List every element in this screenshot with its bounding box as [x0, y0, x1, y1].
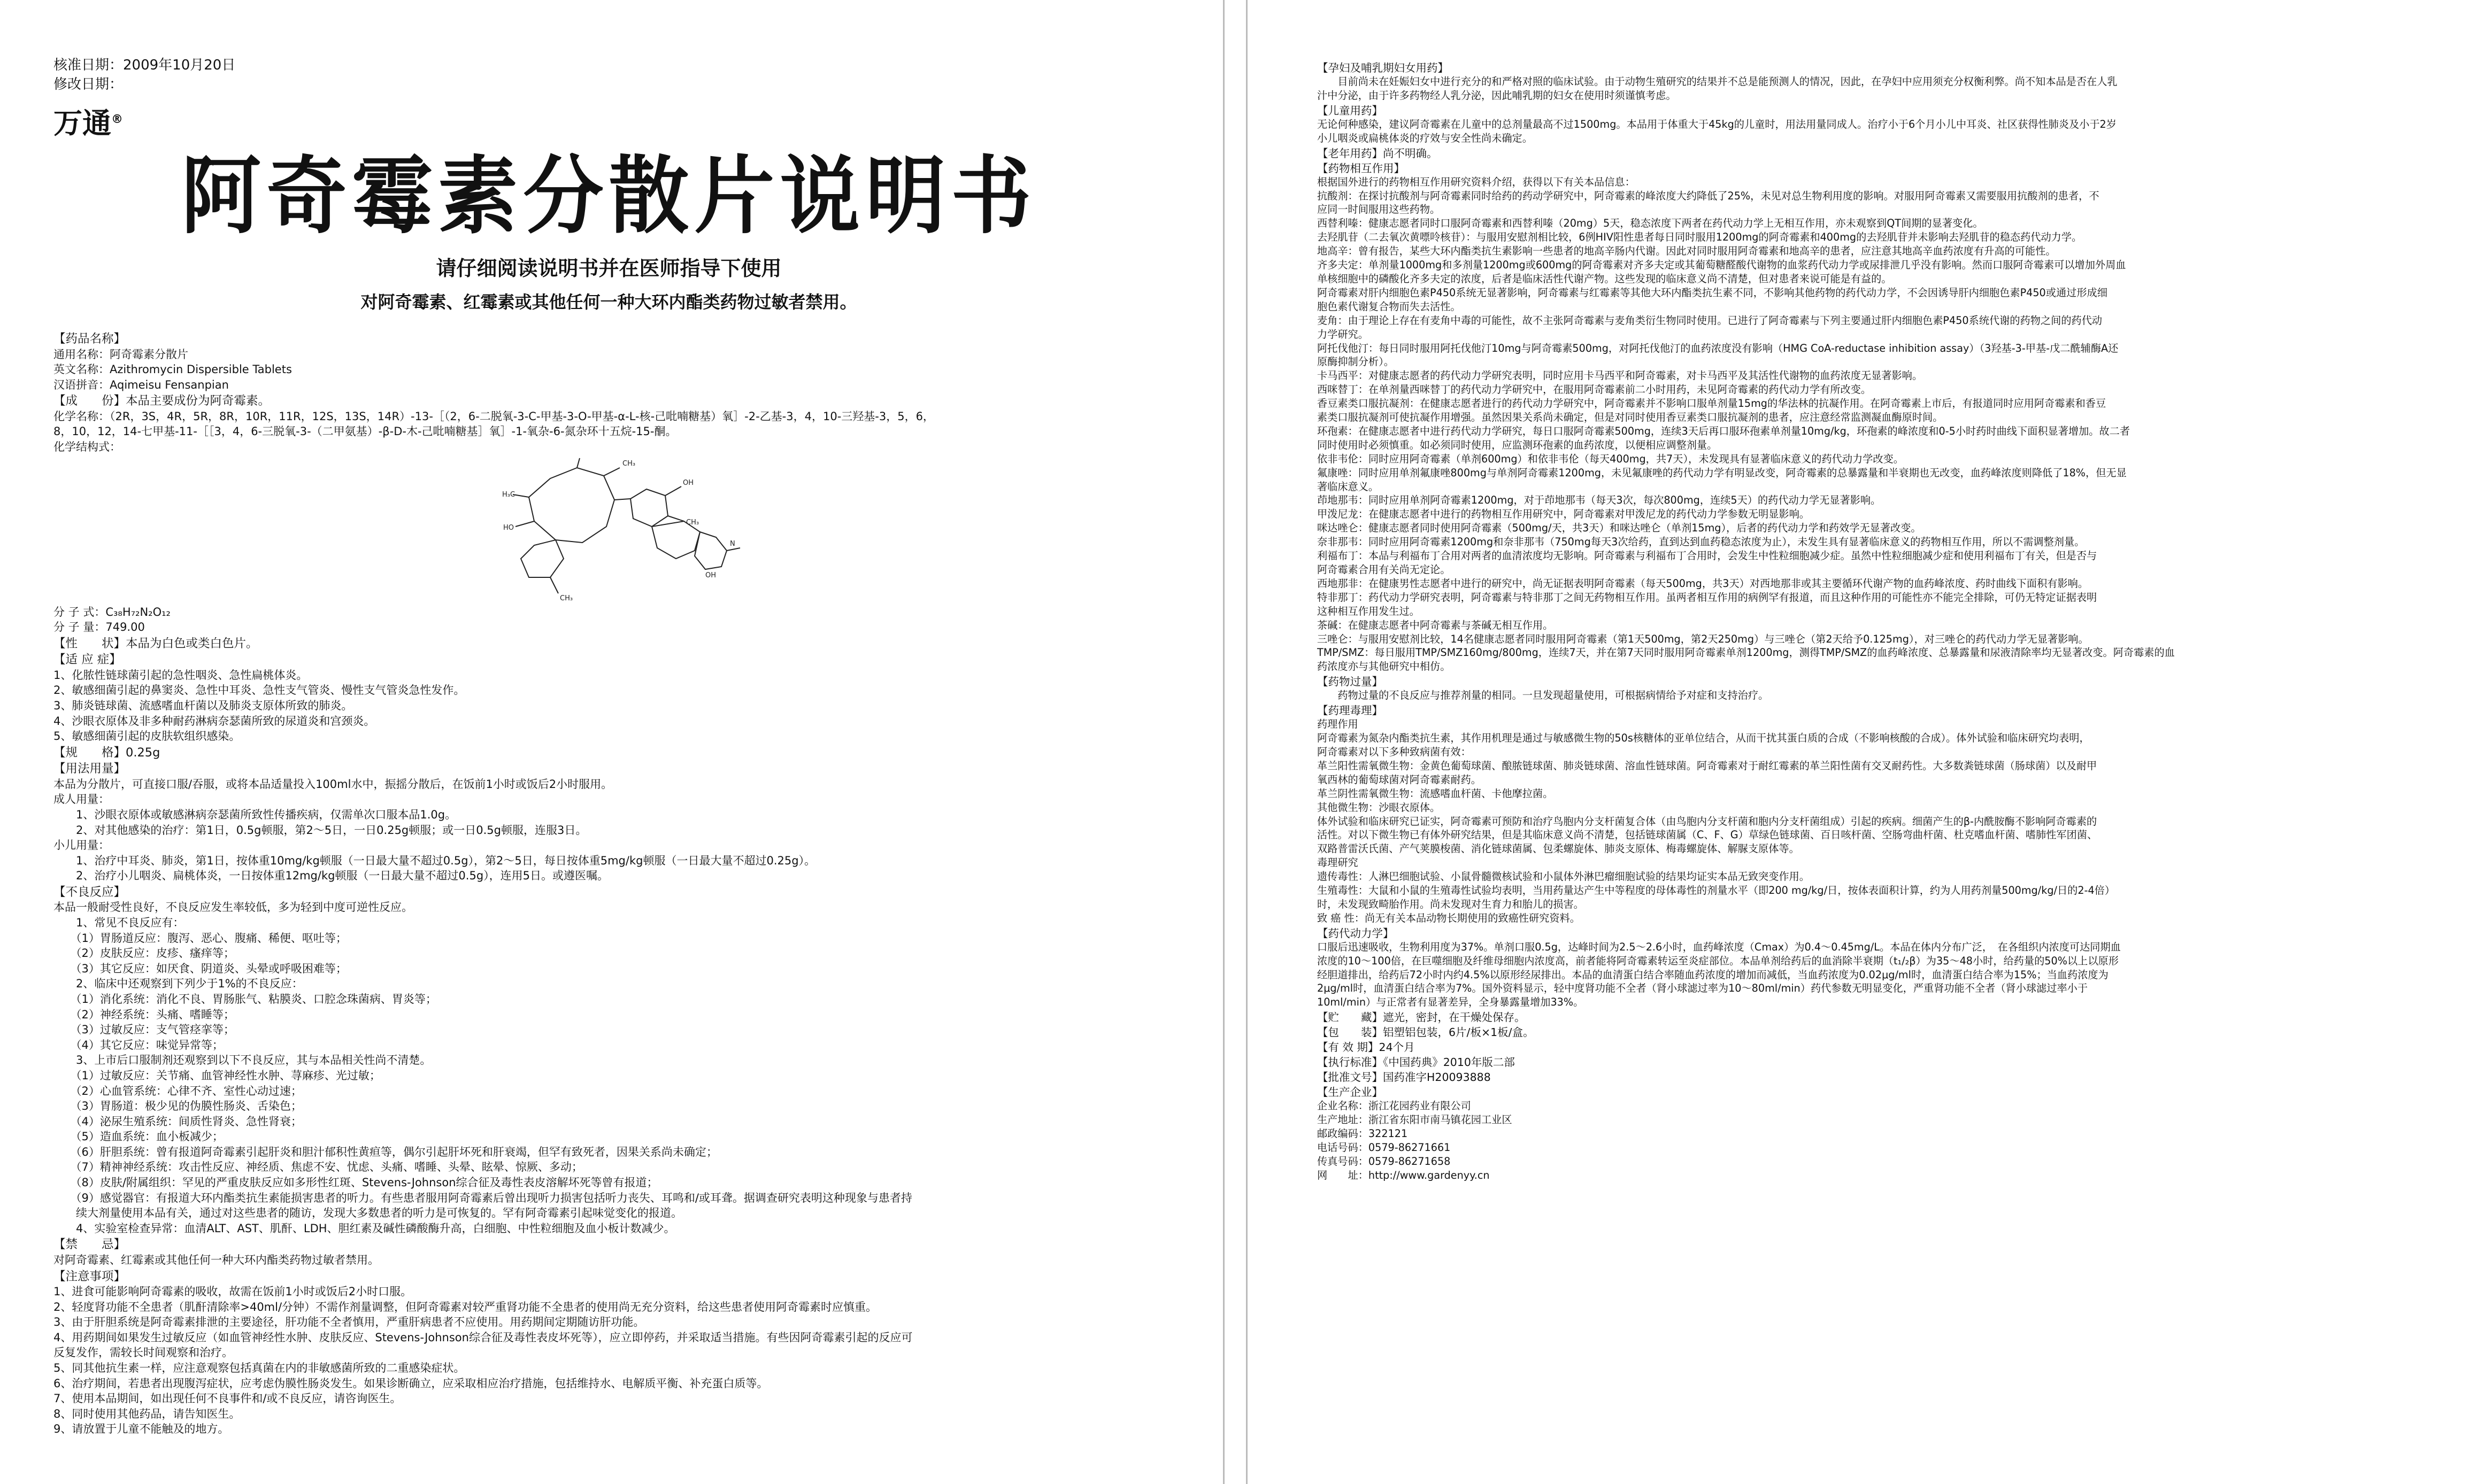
section-line: 去羟肌苷（二去氧次黄嘌呤核苷）：与服用安慰剂相比较，6例HIV阳性患者每日同时服用1200mg的阿奇霉素和400mg的去羟肌苷并未影响去羟肌苷的稳态药代动力学。	[1317, 231, 2082, 244]
right-sections	[1317, 61, 2444, 1182]
section-line: 本品为分散片，可直接口服/吞服，或将本品适量投入100ml水中，振摇分散后，在饭前1小时或饭后2小时服用。	[53, 777, 613, 791]
section-heading: 【包 装】铝塑铝包装，6片/板×1板/盒。	[1317, 1026, 1534, 1039]
leaflet-section	[53, 1269, 1164, 1437]
leaflet-section	[53, 636, 1164, 652]
section-line: 分 子 式：C₃₈H₇₂N₂O₁₂	[53, 605, 171, 619]
leaflet-section	[53, 885, 1164, 1236]
section-line: 2、轻度肾功能不全患者（肌酐清除率>40ml/分钟）不需作剂量调整，但阿奇霉素对较严重肾功能不全患者的使用尚无充分资料，给这些患者使用阿奇霉素时应慎重。	[53, 1300, 878, 1313]
section-line: （5）造血系统：血小板减少；	[53, 1130, 224, 1143]
brand-name: 万通	[53, 106, 111, 140]
section-heading: 【药理毒理】	[1317, 704, 1383, 717]
left-sections-b	[53, 605, 1164, 1437]
instruction-subtitle: 请仔细阅读说明书并在医师指导下使用	[436, 257, 782, 280]
section-line: （6）肝胆系统：曾有报道阿奇霉素引起肝炎和胆汁郁积性黄疸等，偶尔引起肝坏死和肝衰竭，但罕有致死者，因果关系尚未确定；	[53, 1145, 718, 1158]
section-heading: 【执行标准】《中国药典》2010年版二部	[1317, 1056, 1515, 1069]
section-line: 革兰阳性需氧微生物：金黄色葡萄球菌、酿脓链球菌、肺炎链球菌、溶血性链球菌。阿奇霉素对于耐红霉素的革兰阳性菌有交叉耐药性。大多数粪链球菌（肠球菌）以及耐甲	[1317, 759, 2097, 772]
section-line: 致 癌 性：尚无有关本品动物长期使用的致癌性研究资料。	[1317, 911, 1580, 924]
section-line: 生产地址：浙江省东阳市南马镇花园工业区	[1317, 1114, 1512, 1126]
section-line: 传真号码：0579-86271658	[1317, 1155, 1451, 1168]
section-line: 2、对其他感染的治疗：第1日，0.5g顿服，第2～5日，一日0.25g顿服；或一日0.5g顿服，连服3日。	[53, 823, 587, 837]
leaflet-section	[1317, 1055, 2444, 1069]
section-line: 氟康唑：同时应用单剂氟康唑800mg与单剂阿奇霉素1200mg，未见氟康唑的药代动力学有明显改变，阿奇霉素的总暴露量和半衰期也无改变，血药峰浓度则降低了18%，但无显	[1317, 466, 2127, 479]
leaflet-section	[1317, 675, 2444, 702]
section-line: 网 址：http://www.gardenyy.cn	[1317, 1169, 1490, 1181]
document-title: 阿奇霉素分散片说明书	[181, 146, 1037, 246]
section-line: 1、进食可能影响阿奇霉素的吸收，故需在饭前1小时或饭后2小时口服。	[53, 1285, 412, 1299]
section-line: （1）胃肠道反应：腹泻、恶心、腹痛、稀便、呕吐等；	[53, 931, 347, 945]
section-line: 汉语拼音：Aqimeisu Fensanpian	[53, 378, 229, 391]
section-line: 原酶抑制分析）。	[1317, 355, 1394, 368]
section-line: 1、沙眼衣原体或敏感淋病奈瑟菌所致性传播疾病，仅需单次口服本品1.0g。	[53, 808, 457, 821]
section-line: 9、请放置于儿童不能触及的地方。	[53, 1423, 229, 1436]
section-line: 同时使用时必须慎重。如必须同时使用，应监测环孢素的血药浓度，以便相应调整剂量。	[1317, 438, 1718, 451]
leaflet-section	[1317, 704, 2444, 925]
section-line: 2、敏感细菌引起的鼻窦炎、急性中耳炎、急性支气管炎、慢性支气管炎急性发作。	[53, 684, 465, 697]
section-heading: 【成 份】本品主要成份为阿奇霉素。	[53, 394, 271, 408]
section-heading: 【禁 忌】	[53, 1238, 126, 1252]
section-line: 反复发作，需较长时间观察和治疗。	[53, 1346, 233, 1359]
section-line: 2μg/ml时，血清蛋白结合率为7%。国外资料显示，轻中度肾功能不全者（肾小球滤过率为10～80ml/min）药代参数无明显变化，严重肾功能不全者（肾小球滤过率小于	[1317, 982, 2088, 995]
section-line: 时，未发现致畸胎作用。尚未发现对生育力和胎儿的损害。	[1317, 898, 1584, 910]
section-line: 无论何种感染，建议阿奇霉素在儿童中的总剂量最高不过1500mg。本品用于体重大于45kg的儿童时，用法用量同成人。治疗小于6个月小儿中耳炎、社区获得性肺炎及小于2岁	[1317, 118, 2117, 130]
section-line: （3）过敏反应：支气管痉挛等；	[53, 1023, 235, 1037]
section-line: 3、肺炎链球菌、流感嗜血杆菌以及肺炎支原体所致的肺炎。	[53, 699, 353, 712]
section-line: 甲泼尼龙：在健康志愿者中进行的药物相互作用研究中，阿奇霉素对甲泼尼龙的药代动力学参数无明显影响。	[1317, 508, 1810, 521]
section-line: （9）感觉器官：有报道大环内酯类抗生素能损害患者的听力。有些患者服用阿奇霉素后曾出现听力损害包括听力丧失、耳鸣和/或耳聋。据调查研究表明这种现象与患者持	[53, 1191, 912, 1204]
section-heading: 【药品名称】	[53, 332, 126, 346]
section-line: （3）胃肠道：极少见的伪膜性肠炎、舌染色；	[53, 1100, 302, 1113]
section-line: 生殖毒性：大鼠和小鼠的生殖毒性试验均表明，当用药量达产生中等程度的母体毒性的剂量水平（即200 mg/kg/日，按体表面积计算，约为人用药剂量500mg/kg/日的2-4倍）	[1317, 884, 2115, 897]
chemical-structure	[53, 457, 1164, 601]
section-line: 香豆素类口服抗凝剂：在健康志愿者进行的药代动力学研究中，阿奇霉素并不影响口服单剂量15mg的华法林的抗凝作用。在阿奇霉素上市后，有报道同时应用阿奇霉素和香豆	[1317, 397, 2106, 410]
section-line: 5、同其他抗生素一样，应注意观察包括真菌在内的非敏感菌所致的二重感染症状。	[53, 1362, 465, 1374]
approval-date: 核准日期：2009年10月20日	[53, 57, 236, 73]
section-heading: 【有 效 期】24个月	[1317, 1041, 1415, 1054]
section-line: （3）其它反应：如厌食、阴道炎、头晕或呼吸困难等；	[53, 962, 347, 975]
section-line: 阿奇霉素合用有关尚无定论。	[1317, 563, 1451, 576]
section-line: 单核细胞中的磷酸化齐多夫定的浓度，后者是临床活性代谢产物。这些发现的临床意义尚不清楚，但对患者来说可能是有益的。	[1317, 272, 1892, 285]
svg-text:OH: OH	[682, 478, 694, 487]
section-line: （4）泌尿生殖系统：间质性肾炎、急性肾衰；	[53, 1115, 302, 1128]
section-line: 胞色素代谢复合物而失去活性。	[1317, 300, 1461, 313]
section-line: 4、用药期间如果发生过敏反应（如血管神经性水肿、皮肤反应、Stevens-Johnson综合征及毒性表皮坏死等），应立即停药，并采取适当措施。有些因阿奇霉素引起的反应可	[53, 1331, 913, 1344]
section-line: 利福布丁：本品与利福布丁合用对两者的血清浓度均无影响。阿奇霉素与利福布丁合用时，会发生中性粒细胞减少症。虽然中性粒细胞减少症和使用利福布丁有关，但是否与	[1317, 550, 2097, 562]
section-line: 依非韦伦：同时应用阿奇霉素（单剂600mg）和依非韦伦（每天400mg，共7天），未发现具有显著临床意义的药代动力学改变。	[1317, 452, 1904, 465]
section-line: 抗酸剂：在探讨抗酸剂与阿奇霉素同时给药的药动学研究中，阿奇霉素的峰浓度大约降低了25%，未见对总生物利用度的影响。对服用阿奇霉素又需要服用抗酸剂的患者，不	[1317, 189, 2099, 202]
leaflet-section	[1317, 1085, 2444, 1182]
revision-date: 修改日期：	[53, 76, 124, 92]
section-line: 小儿咽炎或扁桃体炎的疗效与安全性尚未确定。	[1317, 132, 1533, 144]
section-line: （4）其它反应：味觉异常等；	[53, 1038, 224, 1052]
section-line: 2、治疗小儿咽炎、扁桃体炎，一日按体重12mg/kg顿服（一日最大量不超过0.5g），连用5日。或遵医嘱。	[53, 869, 609, 883]
section-line: （2）心血管系统：心律不齐、室性心动过速；	[53, 1084, 302, 1097]
section-line: 著临床意义。	[1317, 480, 1379, 493]
section-line: 1、治疗中耳炎、肺炎，第1日，按体重10mg/kg顿服（一日最大量不超过0.5g），第2～5日，每日按体重5mg/kg顿服（一日最大量不超过0.25g）。	[53, 854, 816, 867]
section-heading: 【生产企业】	[1317, 1086, 1383, 1099]
section-line: 8、同时使用其他药品，请告知医生。	[53, 1407, 241, 1420]
section-line: 革兰阴性需氧微生物：流感嗜血杆菌、卡他摩拉菌。	[1317, 787, 1553, 800]
section-line: 根据国外进行的药物相互作用研究资料介绍，获得以下有关本品信息：	[1317, 175, 1635, 188]
leaflet-section	[53, 393, 1164, 454]
section-line: 特非那丁：药代动力学研究表明，阿奇霉素与特非那丁之间无药物相互作用。虽两者相互作用的病例罕有报道，而且这种作用的可能性亦不能完全排除，可仍无特定证据表明	[1317, 591, 2097, 604]
section-line: 双路普雷沃氏菌、产气荚膜梭菌、消化链球菌属、包柔螺旋体、肺炎支原体、梅毒螺旋体、解脲支原体等。	[1317, 843, 1799, 855]
section-line: 卡马西平：对健康志愿者的药代动力学研究表明，同时应用卡马西平和阿奇霉素，对卡马西平及其活性代谢物的血药浓度无显著影响。	[1317, 369, 1923, 382]
section-heading: 【性 状】本品为白色或类白色片。	[53, 636, 258, 651]
section-line: 8，10，12，14-七甲基-11-［［3，4，6-三脱氧-3-（二甲氨基）-β-D-木-己吡喃糖基］氧］-1-氧杂-6-氮杂环十五烷-15-酮。	[53, 425, 677, 438]
section-line: 阿奇霉素对以下多种致病菌有效：	[1317, 745, 1471, 758]
section-line: 齐多夫定：单剂量1000mg和多剂量1200mg或600mg的阿奇霉素对齐多夫定或其葡萄糖醛酸代谢物的血浆药代动力学或尿排泄几乎没有影响。然而口服阿奇霉素可以增加外周血	[1317, 259, 2126, 272]
section-line: 西地那非：在健康男性志愿者中进行的研究中，尚无证据表明阿奇霉素（每天500mg，共3天）对西地那非或其主要循环代谢产物的血药峰浓度、药时曲线下面积有影响。	[1317, 577, 2089, 590]
section-line: （2）神经系统：头痛、嗜睡等；	[53, 1008, 235, 1021]
structure-diagram-icon	[470, 457, 748, 601]
section-heading: 【儿童用药】	[1317, 104, 1383, 117]
section-heading: 【药物相互作用】	[1317, 161, 1405, 175]
section-line: 素类口服抗凝剂可使抗凝作用增强。虽然因果关系尚未确定，但是对同时使用香豆素类口服抗凝剂的患者，应注意经常监测凝血酶原时间。	[1317, 411, 1943, 424]
left-sections-a	[53, 331, 1164, 455]
leaflet-page-right	[1246, 0, 2470, 1484]
section-line: （8）皮肤/附属组织：罕见的严重皮肤反应如多形性红斑、Stevens-Johnson综合征及毒性表皮溶解坏死等曾有报道；	[53, 1176, 658, 1189]
leaflet-section	[1317, 161, 2444, 674]
section-line: 3、上市后口服制剂还观察到以下不良反应，其与本品相关性尚不清楚。	[53, 1054, 432, 1067]
section-line: 毒理研究	[1317, 856, 1358, 869]
section-line: （7）精神神经系统：攻击性反应、神经质、焦虑不安、忧虑、头痛、嗜睡、头晕、眩晕、惊厥、多动；	[53, 1161, 583, 1174]
section-line: 汁中分泌，由于许多药物经人乳分泌，因此哺乳期的妇女在使用时须谨慎考虑。	[1317, 89, 1676, 102]
section-line: 药理作用	[1317, 718, 1358, 731]
section-line: 续大剂量使用本品有关，通过对这些患者的随访，发现大多数患者的听力是可恢复的。罕有阿奇霉素引起味觉变化的报道。	[53, 1207, 682, 1220]
section-line: 10ml/min）与正常者有显著差异，全身暴露量增加33%。	[1317, 996, 1584, 1009]
section-line: 西咪替丁：在单剂量西咪替丁的药代动力学研究中，在服用阿奇霉素前二小时用药，未见阿奇霉素的药代动力学有所改变。	[1317, 383, 1872, 396]
section-line: 1、化脓性链球菌引起的急性咽炎、急性扁桃体炎。	[53, 668, 308, 682]
brand-registered-mark: ®	[111, 113, 123, 126]
section-line: 三唑仑：与服用安慰剂比较，14名健康志愿者同时服用阿奇霉素（第1天500mg，第2天250mg）与三唑仑（第2天给予0.125mg），对三唑仑的药代动力学无显著影响。	[1317, 632, 2089, 645]
leaflet-section	[53, 745, 1164, 761]
section-line: 分 子 量：749.00	[53, 621, 145, 634]
section-line: 3、由于肝胆系统是阿奇霉素排泄的主要途径，肝功能不全者慎用，严重肝病患者不应使用。用药期间定期随访肝功能。	[53, 1316, 645, 1329]
section-line: 英文名称：Azithromycin Dispersible Tablets	[53, 363, 292, 376]
section-line: 活性。对以下微生物已有体外研究结果，但是其临床意义尚不清楚，包括链球菌属（C、F、G）草绿色链球菌、百日咳杆菌、空肠弯曲杆菌、杜克嗜血杆菌、嗜肺性军团菌、	[1317, 829, 2098, 841]
section-line: （1）消化系统：消化不良、胃肠胀气、粘膜炎、口腔念珠菌病、胃炎等；	[53, 992, 437, 1006]
section-line: （2）皮肤反应：皮疹、瘙痒等；	[53, 947, 235, 960]
section-line: TMP/SMZ：每日服用TMP/SMZ160mg/800mg，连续7天，并在第7天同时服用阿奇霉素单剂1200mg，测得TMP/SMZ的血药峰浓度、总暴露量和尿液清除率均无显著改变。阿奇霉素的血	[1317, 646, 2175, 659]
section-heading: 【注意事项】	[53, 1269, 126, 1284]
section-line: 其他微生物：沙眼衣原体。	[1317, 801, 1441, 814]
section-line: 这种相互作用发生过。	[1317, 605, 1420, 617]
section-line: 阿奇霉素对肝内细胞色素P450系统无显著影响，阿奇霉素与红霉素等其他大环内酯类抗生素不同，不影响其他药物的药代动力学，不会因诱导肝内细胞色素P450或通过形成细	[1317, 286, 2107, 299]
section-line: 4、沙眼衣原体及非多种耐药淋病奈瑟菌所致的尿道炎和宫颈炎。	[53, 714, 375, 728]
section-line: 电话号码：0579-86271661	[1317, 1141, 1451, 1154]
section-line: 体外试验和临床研究已证实，阿奇霉素可预防和治疗鸟胞内分支杆菌复合体（由鸟胞内分支杆菌和胞内分支杆菌组成）引起的疾病。细菌产生的β-内酰胺酶不影响阿奇霉素的	[1317, 815, 2097, 828]
leaflet-section	[53, 1237, 1164, 1267]
section-line: 企业名称：浙江花园药业有限公司	[1317, 1100, 1471, 1112]
section-line: 5、敏感细菌引起的皮肤软组织感染。	[53, 730, 241, 743]
section-line: 浓度的10～100倍，在巨噬细胞及纤维母细胞内浓度高，前者能将阿奇霉素转运至炎症部位。本品单剂给药后的血消除半衰期（t₁/₂β）为35～48小时，给药量的50%以上以原形	[1317, 954, 2119, 967]
section-line: 奈非那韦：同时应用阿奇霉素1200mg和奈非那韦（750mg每天3次给药，直到达到血药稳态浓度为止），未发生具有显著临床意义的药物相互作用，所以不需调整剂量。	[1317, 536, 2085, 548]
section-line: 药浓度亦与其他研究中相仿。	[1317, 660, 1451, 673]
leaflet-section	[1317, 1010, 2444, 1024]
section-heading: 【批准文号】国药准字H20093888	[1317, 1071, 1491, 1084]
section-line: 力学研究。	[1317, 328, 1368, 341]
leaflet-page-left	[0, 0, 1225, 1484]
section-line: 邮政编码：322121	[1317, 1127, 1408, 1140]
section-line: 环孢素：在健康志愿者中进行药代动力学研究，每日口服阿奇霉素500mg，连续3天后再口服环孢素单剂量10mg/kg，环孢素的峰浓度和0-5小时药时曲线下面积显著增加。故二者	[1317, 424, 2130, 437]
svg-text:CH₃: CH₃	[559, 594, 573, 601]
section-line: 1、常见不良反应有：	[53, 916, 184, 929]
svg-text:H₃C: H₃C	[502, 490, 515, 499]
section-line: 7、使用本品期间，如出现任何不良事件和/或不良反应，请咨询医生。	[53, 1392, 402, 1405]
section-line: 麦角：由于理论上存在有麦角中毒的可能性，故不主张阿奇霉素与麦角类衍生物同时使用。已进行了阿奇霉素与下列主要通过肝内细胞色素P450系统代谢的药物之间的药代动	[1317, 314, 2103, 327]
section-heading: 【老年用药】尚不明确。	[1317, 146, 1438, 160]
section-line: 化学结构式：	[53, 440, 121, 453]
section-line: 地高辛：曾有报告，某些大环内酯类抗生素影响一些患者的地高辛肠内代谢。因此对同时服用阿奇霉素和地高辛的患者，应注意其地高辛血药浓度有升高的可能性。	[1317, 245, 2056, 258]
leaflet-section	[1317, 61, 2444, 103]
section-line: 茚地那韦：同时应用单剂阿奇霉素1200mg，对于茚地那韦（每天3次，每次800mg，连续5天）的药代动力学无显著影响。	[1317, 494, 1881, 507]
section-heading: 【药代动力学】	[1317, 926, 1394, 940]
svg-text:HO: HO	[503, 523, 514, 532]
leaflet-section	[1317, 146, 2444, 160]
section-line: 成人用量：	[53, 793, 110, 806]
section-line: 通用名称：阿奇霉素分散片	[53, 347, 188, 361]
leaflet-section	[1317, 1025, 2444, 1039]
section-line: 药物过量的不良反应与推荐剂量的相同。一旦发现超量使用，可根据病情给予对症和支持治疗。	[1317, 689, 1769, 702]
svg-text:OH: OH	[705, 571, 716, 579]
leaflet-section	[53, 652, 1164, 744]
section-line: 西替利嗪：健康志愿者同时口服阿奇霉素和西替利嗪（20mg）5天，稳态浓度下两者在药代动力学上无相互作用，亦未观察到QT间期的显著变化。	[1317, 217, 1983, 230]
section-line: （1）过敏反应：关节痛、血管神经性水肿、荨麻疹、光过敏；	[53, 1069, 381, 1082]
section-heading: 【适 应 症】	[53, 653, 121, 667]
section-heading: 【药物过量】	[1317, 675, 1383, 689]
section-line: 6、治疗期间，若患者出现腹泻症状，应考虑伪膜性肠炎发生。如果诊断确立，应采取相应治疗措施，包括维持水、电解质平衡、补充蛋白质等。	[53, 1377, 768, 1390]
leaflet-section	[53, 761, 1164, 884]
section-line: 氧西林的葡萄球菌对阿奇霉素耐药。	[1317, 773, 1481, 786]
section-heading: 【规 格】0.25g	[53, 745, 160, 760]
svg-text:CH₃: CH₃	[622, 459, 635, 468]
section-line: 目前尚未在妊娠妇女中进行充分的和严格对照的临床试验。由于动物生殖研究的结果并不总是能预测人的情况，因此，在孕妇中应用须充分权衡利弊。尚不知本品是否在人乳	[1317, 75, 2118, 88]
leaflet-section	[1317, 1040, 2444, 1054]
section-line: 茶碱：在健康志愿者中阿奇霉素与茶碱无相互作用。	[1317, 619, 1553, 631]
leaflet-section	[53, 605, 1164, 635]
leaflet-section	[53, 331, 1164, 392]
section-line: 应同一时间服用这些药物。	[1317, 203, 1441, 216]
section-line: 遗传毒性：人淋巴细胞试验、小鼠骨髓微核试验和小鼠体外淋巴瘤细胞试验的结果均证实本品无致突变作用。	[1317, 870, 1810, 883]
section-line: 口服后迅速吸收，生物利用度为37%。单剂口服0.5g，达峰时间为2.5～2.6小时，血药峰浓度（Cmax）为0.4～0.45mg/L。本品在体内分布广泛， 在各组织内浓度可达同期血	[1317, 940, 2121, 953]
section-line: 经胆道排出，给药后72小时内约4.5%以原形经尿排出。本品的血清蛋白结合率随血药浓度的增加而减低，当血药浓度为0.02μg/ml时，血清蛋白结合率为15%；当血药浓度为	[1317, 968, 2109, 981]
leaflet-section	[1317, 1070, 2444, 1084]
section-heading: 【孕妇及哺乳期妇女用药】	[1317, 61, 1449, 74]
allergy-warning: 对阿奇霉素、红霉素或其他任何一种大环内酯类药物过敏者禁用。	[360, 292, 857, 312]
section-line: 小儿用量：	[53, 839, 110, 852]
svg-text:N: N	[729, 539, 735, 548]
section-heading: 【用法用量】	[53, 762, 126, 776]
section-line: 2、临床中还观察到下列少于1%的不良反应：	[53, 977, 303, 991]
section-line: 阿托伐他汀：每日同时服用阿托伐他汀10mg与阿奇霉素500mg，对阿托伐他汀的血药浓度没有影响（HMG CoA-reductase inhibition assay）（3羟基-3-甲基-戊二酰辅酶A还	[1317, 342, 2119, 354]
section-heading: 【不良反应】	[53, 885, 126, 899]
section-line: 对阿奇霉素、红霉素或其他任何一种大环内酯类药物过敏者禁用。	[53, 1253, 379, 1266]
section-line: 咪达唑仑：健康志愿者同时使用阿奇霉素（500mg/天，共3天）和咪达唑仑（单剂15mg），后者的药代动力学和药效学无显著改变。	[1317, 522, 1921, 535]
leaflet-section	[1317, 926, 2444, 1010]
section-line: 本品一般耐受性良好，不良反应发生率较低，多为轻到中度可逆性反应。	[53, 901, 413, 914]
section-line: 4、实验室检查异常：血清ALT、AST、肌酐、LDH、胆红素及碱性磷酸酶升高，白细胞、中性粒细胞及血小板计数减少。	[53, 1222, 675, 1235]
svg-text:CH₃: CH₃	[686, 518, 699, 527]
section-line: 阿奇霉素为氮杂内酯类抗生素，其作用机理是通过与敏感微生物的50s核糖体的亚单位结合，从而干扰其蛋白质的合成（不影响核酸的合成）。体外试验和临床研究均表明，	[1317, 732, 2090, 745]
leaflet-section	[1317, 104, 2444, 145]
section-heading: 【贮 藏】遮光，密封，在干燥处保存。	[1317, 1011, 1526, 1024]
section-line: 化学名称：（2R，3S，4R，5R，8R，10R，11R，12S，13S，14R）-13-［（2，6-二脱氧-3-C-甲基-3-O-甲基-α-L-核-己吡喃糖基）氧］-2-乙基-3，4，10-三羟基-3，5，6，	[53, 409, 934, 423]
